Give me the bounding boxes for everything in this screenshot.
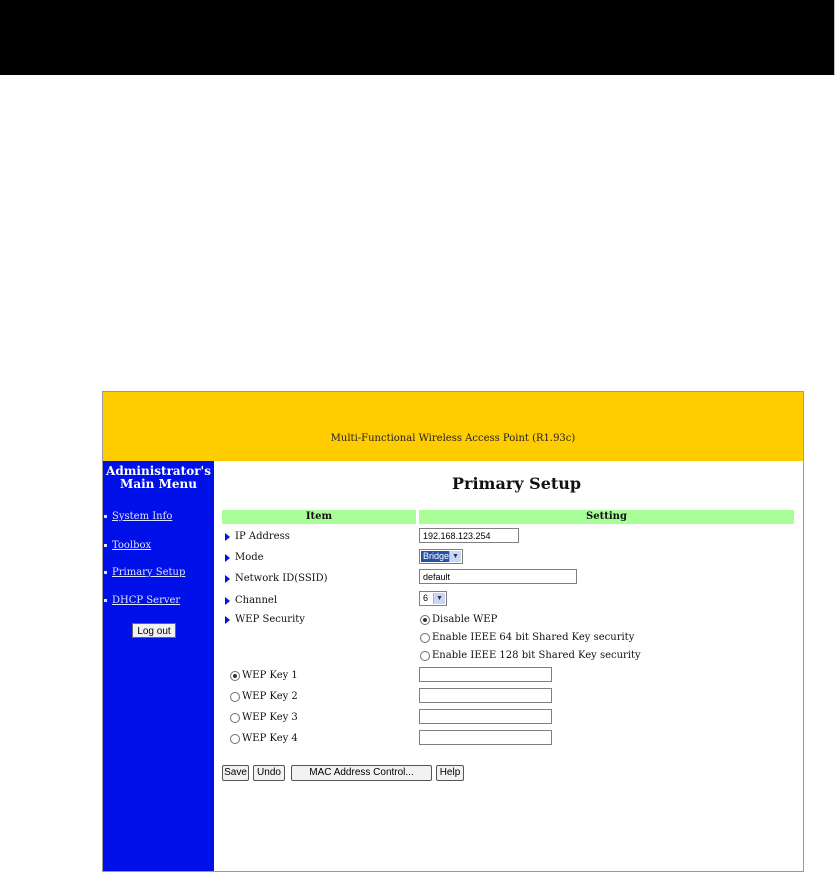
radio-icon[interactable] — [420, 633, 430, 643]
ssid-input[interactable]: default — [419, 569, 577, 584]
sidebar — [103, 461, 214, 871]
wep-option-disable[interactable] — [420, 614, 497, 625]
save-button[interactable]: Save — [222, 765, 249, 781]
top-black-bar — [0, 0, 834, 75]
mode-select[interactable] — [419, 549, 463, 564]
sidebar-item-primary-setup[interactable] — [104, 567, 185, 578]
wep-option-label: Enable IEEE 64 bit Shared Key security — [432, 632, 635, 643]
radio-selected-icon[interactable] — [420, 615, 430, 625]
ip-address-input[interactable]: 192.168.123.254 — [419, 528, 519, 543]
menu-title — [103, 465, 214, 491]
wep-key-3-row[interactable] — [230, 712, 298, 723]
page-title: Primary Setup — [452, 474, 582, 493]
bullet-icon — [104, 599, 107, 602]
router-admin-window — [102, 391, 804, 872]
wep-security-row-label — [225, 614, 305, 625]
wep-key-label: WEP Key 1 — [242, 670, 298, 681]
triangle-bullet-icon — [225, 597, 230, 605]
wep-option-64bit[interactable] — [420, 632, 634, 643]
ip-address-row-label — [225, 531, 290, 542]
sidebar-item-label[interactable]: Primary Setup — [112, 567, 186, 578]
logout-button[interactable]: Log out — [132, 623, 176, 638]
help-button[interactable]: Help — [436, 765, 464, 781]
wep-security-label: WEP Security — [235, 614, 305, 625]
sidebar-item-label[interactable]: Toolbox — [112, 540, 152, 551]
sidebar-item-label[interactable]: DHCP Server — [112, 595, 181, 606]
channel-label: Channel — [235, 595, 278, 606]
wep-key-4-row[interactable] — [230, 733, 298, 744]
sidebar-item-system-info[interactable] — [104, 511, 172, 522]
radio-icon[interactable] — [230, 713, 240, 723]
wep-option-label: Enable IEEE 128 bit Shared Key security — [432, 650, 641, 661]
sidebar-item-toolbox[interactable] — [104, 540, 151, 551]
main-content — [214, 461, 803, 871]
triangle-bullet-icon — [225, 616, 230, 624]
triangle-bullet-icon — [225, 575, 230, 583]
wep-option-label: Disable WEP — [432, 614, 498, 625]
menu-title-line1: Administrator's — [106, 464, 211, 478]
wep-key-2-row[interactable] — [230, 691, 298, 702]
sidebar-item-label[interactable]: System Info — [112, 511, 173, 522]
radio-icon[interactable] — [230, 692, 240, 702]
column-header-item: Item — [222, 510, 416, 524]
triangle-bullet-icon — [225, 533, 230, 541]
sidebar-item-dhcp-server[interactable] — [104, 595, 180, 606]
chevron-down-icon: ▼ — [449, 551, 461, 562]
wep-key-label: WEP Key 3 — [242, 712, 298, 723]
bullet-icon — [104, 544, 107, 547]
wep-key-label: WEP Key 2 — [242, 691, 298, 702]
ssid-label: Network ID(SSID) — [235, 573, 328, 584]
mode-label: Mode — [235, 552, 264, 563]
banner-title: Multi-Functional Wireless Access Point (R1.93c) — [330, 433, 576, 444]
radio-icon[interactable] — [230, 734, 240, 744]
triangle-bullet-icon — [225, 554, 230, 562]
wep-key-label: WEP Key 4 — [242, 733, 298, 744]
wep-key-1-row[interactable] — [230, 670, 298, 681]
radio-icon[interactable] — [420, 651, 430, 661]
header-banner — [103, 392, 803, 461]
ip-address-label: IP Address — [235, 531, 290, 542]
top-bar-edge — [834, 0, 835, 75]
mode-selected-value: Bridge — [423, 551, 450, 561]
channel-selected-value: 6 — [423, 593, 429, 603]
wep-option-128bit[interactable] — [420, 650, 641, 661]
bullet-icon — [104, 571, 107, 574]
menu-title-line2: Main Menu — [120, 477, 197, 491]
ssid-row-label — [225, 573, 328, 584]
wep-key-3-input[interactable] — [419, 709, 552, 724]
wep-key-4-input[interactable] — [419, 730, 552, 745]
channel-select[interactable] — [419, 591, 447, 606]
mode-row-label — [225, 552, 264, 563]
wep-key-2-input[interactable] — [419, 688, 552, 703]
chevron-down-icon: ▼ — [433, 593, 445, 604]
radio-selected-icon[interactable] — [230, 671, 240, 681]
bullet-icon — [104, 515, 107, 518]
column-header-setting: Setting — [419, 510, 794, 524]
undo-button[interactable]: Undo — [253, 765, 285, 781]
wep-key-1-input[interactable] — [419, 667, 552, 682]
channel-row-label — [225, 595, 277, 606]
mac-address-control-button[interactable]: MAC Address Control... — [291, 765, 432, 781]
